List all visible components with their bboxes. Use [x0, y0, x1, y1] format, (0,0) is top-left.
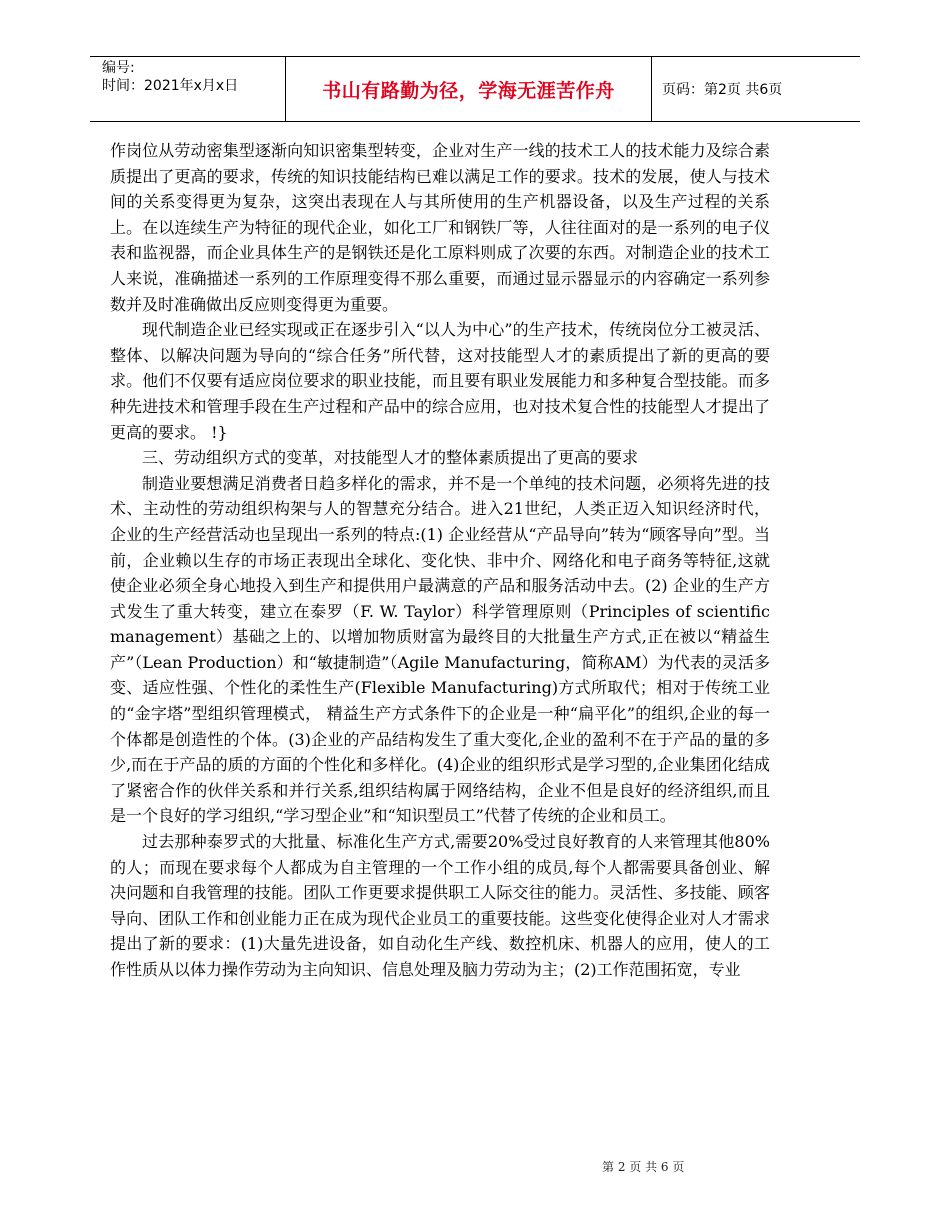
header-page-info: 页码：第2页 共6页 [662, 82, 783, 98]
document-time: 时间：2021年x月x日 [102, 78, 239, 94]
document-number-label: 编号: [102, 60, 135, 76]
header-motto: 书山有路勤为径，学海无涯苦作舟 [285, 57, 652, 121]
paragraph: 现代制造企业已经实现或正在逐步引入“以人为中心”的生产技术，传统岗位分工被灵活、整体、以解决问题为导向的“综合任务”所代替，这对技能型人才的素质提出了新的更高的要求。他们不仅要有适应岗位要求的职业技能，而且要有职业发展能力和多种复合型技能。而多种先进技术和管理手段在生产过程和产品中的综合应用，也对技术复合性的技能型人才提出了更高的要求。 !} [110, 320, 770, 442]
page-footer: 第 2 页 共 6 页 [602, 1160, 685, 1174]
paragraph: 过去那种泰罗式的大批量、标准化生产方式,需要20%受过良好教育的人来管理其他80%的人；而现在要求每个人都成为自主管理的一个工作小组的成员,每个人都需要具备创业、解决问题和自我管理的技能。团队工作更要求提供职工人际交往的能力。灵活性、多技能、顾客导向、团队工作和创业能力正在成为现代企业员工的重要技能。这些变化使得企业对人才需求提出了新的要求：(1)大量先进设备，如自动化生产线、数控机床、机器人的应用，使人的工作性质从以体力操作劳动为主向知识、信息处理及脑力劳动为主；(2)工作范围拓宽，专业 [110, 832, 770, 979]
section-heading: 三、劳动组织方式的变革，对技能型人才的整体素质提出了更高的要求 [142, 448, 639, 468]
document-body [110, 138, 770, 983]
paragraph: 制造业要想满足消费者日趋多样化的需求，并不是一个单纯的技术问题，必须将先进的技术、主动性的劳动组织构架与人的智慧充分结合。进入21世纪，人类正迈入知识经济时代，企业的生产经营活动也呈现出一系列的特点:(1) 企业经营从“产品导向”转为“顾客导向”型。当前，企业赖以生存的市场正表现出全球化、变化快、非中介、网络化和电子商务等特征,这就使企业必须全身心地投入到生产和提供用户最满意的产品和服务活动中去。(2) 企业的生产方式发生了重大转变，建立在泰罗（F. W. Taylor）科学管理原则（Principles of scientific management）基础之上的、以增加物质财富为最终目的大批量生产方式,正在被以“精益生产”（Lean Production）和“敏捷制造”（Agile Manufacturing，简称AM）为代表的灵活多变、适应性强、个性化的柔性生产(Flexible Manufacturing)方式所取代；相对于传统工业的“金字塔”型组织管理模式， 精益生产方式条件下的企业是一种“扁平化”的组织,企业的每一个体都是创造性的个体。(3)企业的产品结构发生了重大变化,企业的盈利不在于产品的量的多少,而在于产品的质的方面的个性化和多样化。(4)企业的组织形式是学习型的,企业集团化结成了紧密合作的伙伴关系和并行关系,组织结构属于网络结构，企业不但是良好的经济组织,而且是一个良好的学习组织,“学习型企业”和“知识型员工”代替了传统的企业和员工。 [110, 473, 770, 826]
paragraph-continuation: 作岗位从劳动密集型逐渐向知识密集型转变，企业对生产一线的技术工人的技术能力及综合素质提出了更高的要求，传统的知识技能结构已难以满足工作的要求。技术的发展，使人与技术间的关系变得更为复杂，这突出表现在人与其所使用的生产机器设备，以及生产过程的关系上。在以连续生产为特征的现代企业，如化工厂和钢铁厂等，人往往面对的是一系列的电子仪表和监视器，而企业具体生产的是钢铁还是化工原料则成了次要的东西。对制造企业的技术工人来说，准确描述一系列的工作原理变得不那么重要，而通过显示器显示的内容确定一系列参数并及时准确做出反应则变得更为重要。 [110, 141, 770, 314]
page-header [90, 56, 860, 122]
header-meta [90, 57, 285, 121]
